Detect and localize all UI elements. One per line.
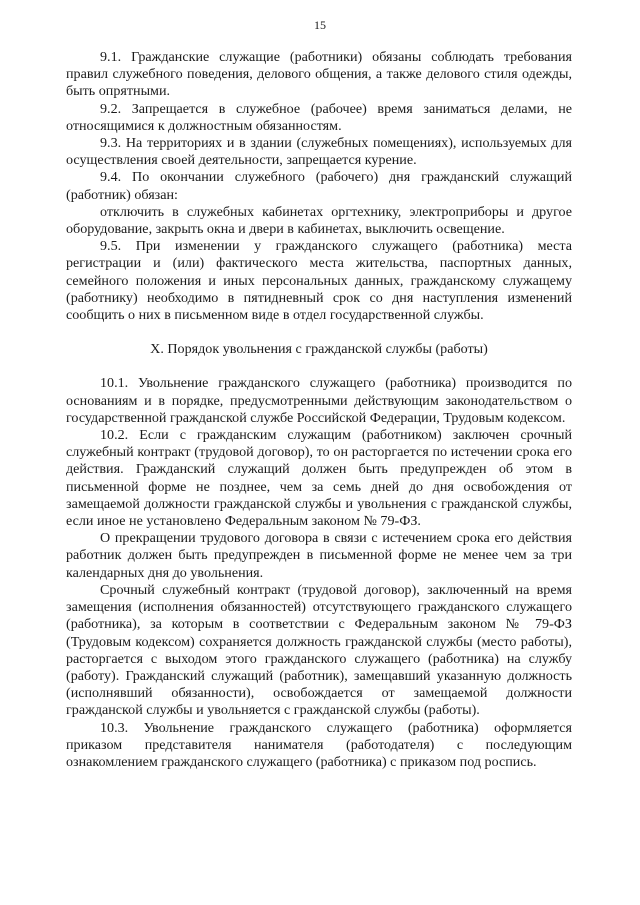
- page-number: 15: [314, 18, 326, 32]
- paragraph-9-5: 9.5. При изменении у гражданского служащего (работника) места регистрации и (или) фактического места жительства, паспортных данных, семейного положения и иных персональных данных, гражданскому служащему (работнику) необходимо в пятидневный срок со дня наступления изменений сообщить о них в письменном виде в отдел государственной службы.: [66, 238, 572, 324]
- document-body: [66, 49, 572, 771]
- paragraph-10-2-notice: О прекращении трудового договора в связи с истечением срока его действия работник должен быть предупрежден в письменной форме не менее чем за три календарных дня до увольнения.: [66, 530, 572, 581]
- paragraph-9-3: 9.3. На территориях и в здании (служебных помещениях), используемых для осуществления своей деятельности, запрещается курение.: [66, 135, 572, 169]
- section-title: X. Порядок увольнения с гражданской службы (работы): [150, 341, 488, 358]
- paragraph-10-1: 10.1. Увольнение гражданского служащего (работника) производится по основаниям и в порядке, предусмотренными действующим законодательством о государственной гражданской службе Российской Федерации, Трудовым кодексом.: [66, 375, 572, 426]
- paragraph-9-4: 9.4. По окончании служебного (рабочего) дня гражданский служащий (работник) обязан:: [66, 169, 572, 203]
- paragraph-9-2: 9.2. Запрещается в служебное (рабочее) время заниматься делами, не относящимися к должностным обязанностям.: [66, 100, 572, 134]
- paragraph-10-2: 10.2. Если с гражданским служащим (работником) заключен срочный служебный контракт (трудовой договор), то он расторгается по истечении срока его действия. Гражданский служащий должен быть предупрежден об этом в письменной форме не позднее, чем за семь дней до дня освобождения от замещаемой должности гражданской службы и увольнения с гражданской службы, если иное не установлено Федеральным законом № 79-ФЗ.: [66, 427, 572, 530]
- paragraph-9-1: 9.1. Гражданские служащие (работники) обязаны соблюдать требования правил служебного поведения, делового общения, а также делового стиля одежды, быть опрятными.: [66, 49, 572, 100]
- paragraph-9-4-item: отключить в служебных кабинетах оргтехнику, электроприборы и другое оборудование, закрыть окна и двери в кабинетах, выключить освещение.: [66, 203, 572, 238]
- paragraph-10-3: 10.3. Увольнение гражданского служащего (работника) оформляется приказом представителя нанимателя (работодателя) с последующим ознакомлением гражданского служащего (работника) с приказом под роспись.: [66, 719, 572, 770]
- paragraph-10-2-temporary: Срочный служебный контракт (трудовой договор), заключенный на время замещения (исполнения обязанностей) отсутствующего гражданского служащего (работника), за которым в соответствии с Федеральным законом № 79-ФЗ (Трудовым кодексом) сохраняется должность гражданской службы (место работы), расторгается с выходом этого гражданского служащего (работника) на службу (работу). Гражданский служащий (работник), замещавший указанную должность (исполнявший обязанности), освобождается от замещаемой должности гражданской службы и увольняется с гражданской службы (работы).: [66, 581, 572, 719]
